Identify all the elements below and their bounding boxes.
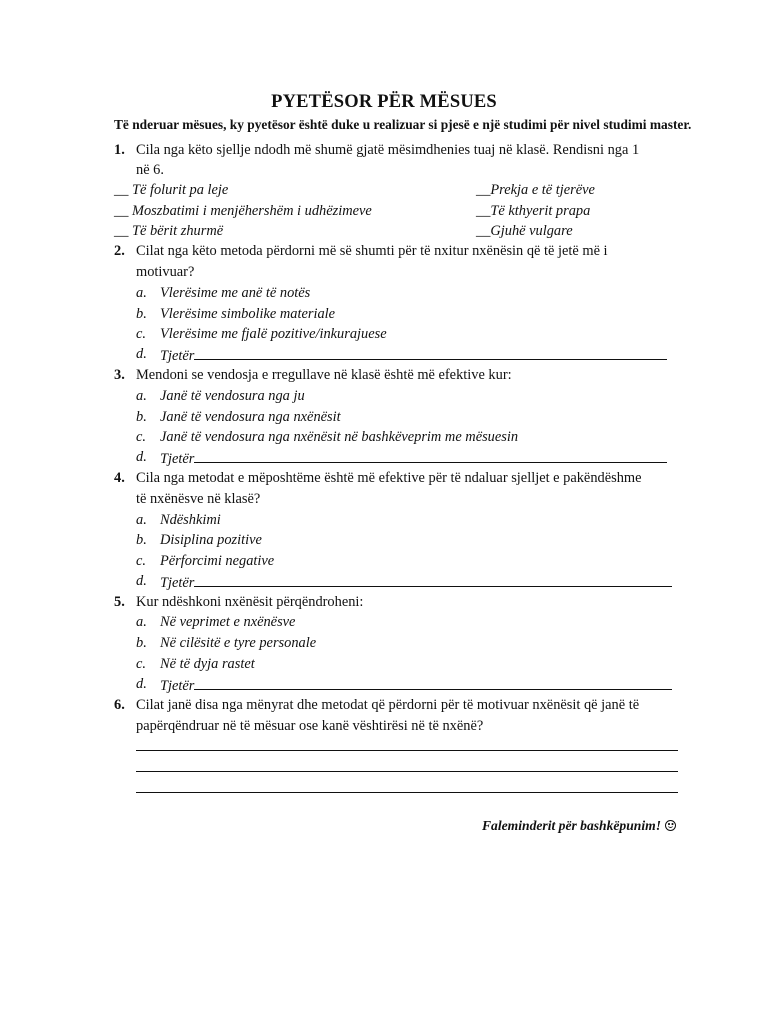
q1-option-right-1: __Prekja e të tjerëve — [476, 182, 595, 198]
question-5-number: 5. — [114, 594, 125, 610]
q3-option-b-letter: b. — [136, 409, 147, 425]
q4-option-b-letter: b. — [136, 532, 147, 548]
q1-option-left-3: __ Të bërit zhurmë — [114, 223, 224, 239]
q5-option-a-letter: a. — [136, 614, 147, 630]
q4-option-c: Përforcimi negative — [160, 553, 275, 569]
q3-other-answer-line[interactable] — [194, 448, 667, 463]
q6-answer-line-2[interactable] — [136, 771, 678, 772]
q2-option-d — [160, 345, 667, 365]
q5-option-a: Në veprimet e nxënësve — [160, 614, 296, 630]
q3-option-c-letter: c. — [136, 429, 146, 445]
q4-option-b: Disiplina pozitive — [160, 532, 262, 548]
q4-option-c-letter: c. — [136, 553, 146, 569]
q5-option-d — [160, 675, 672, 695]
q2-other-answer-line[interactable] — [194, 345, 667, 360]
q6-answer-line-1[interactable] — [136, 750, 678, 751]
question-4-text: Cila nga metodat e mëposhtëme është më efektive për të ndaluar sjelljet e pakëndëshme — [136, 470, 642, 486]
question-2-text: Cilat nga këto metoda përdorni më së shumti për të nxitur nxënësin që të jetë më i — [136, 243, 608, 259]
q2-option-a: Vlerësime me anë të notës — [160, 285, 311, 301]
q4-other-answer-line[interactable] — [194, 572, 672, 587]
q3-option-d-label: Tjetër — [160, 451, 195, 467]
question-1-number: 1. — [114, 142, 125, 158]
question-3-number: 3. — [114, 367, 125, 383]
q4-option-d-letter: d. — [136, 573, 147, 589]
q2-option-b: Vlerësime simbolike materiale — [160, 306, 336, 322]
q2-option-a-letter: a. — [136, 285, 147, 301]
q3-option-a: Janë të vendosura nga ju — [160, 388, 305, 404]
question-2-text-cont: motivuar? — [136, 264, 195, 280]
q3-option-d — [160, 448, 667, 468]
thank-you-note — [482, 818, 676, 834]
q5-option-b-letter: b. — [136, 635, 147, 651]
q5-option-b: Në cilësitë e tyre personale — [160, 635, 317, 651]
q1-option-right-3: __Gjuhë vulgare — [476, 223, 573, 239]
q2-option-b-letter: b. — [136, 306, 147, 322]
q1-option-left-1: __ Të folurit pa leje — [114, 182, 229, 198]
question-6-text-cont: papërqëndruar në të mësuar ose kanë vështirësi në të nxënë? — [136, 718, 484, 734]
q2-option-d-letter: d. — [136, 346, 147, 362]
q1-option-right-2: __Të kthyerit prapa — [476, 203, 591, 219]
question-2-number: 2. — [114, 243, 125, 259]
question-4-text-cont: të nxënësve në klasë? — [136, 491, 261, 507]
q1-option-left-2: __ Moszbatimi i menjëhershëm i udhëzimeve — [114, 203, 372, 219]
question-1-text-cont: në 6. — [136, 162, 164, 178]
thank-you-text: Faleminderit për bashkëpunim! — [481, 818, 661, 833]
smiley-icon — [665, 820, 676, 831]
q3-option-a-letter: a. — [136, 388, 147, 404]
q5-option-c: Në të dyja rastet — [160, 656, 255, 672]
q2-option-c-letter: c. — [136, 326, 146, 342]
q4-option-a-letter: a. — [136, 512, 147, 528]
q6-answer-line-3[interactable] — [136, 792, 678, 793]
q5-option-c-letter: c. — [136, 656, 146, 672]
question-5-text: Kur ndëshkoni nxënësit përqëndroheni: — [136, 594, 364, 610]
question-1-text: Cila nga këto sjellje ndodh më shumë gjatë mësimdhenies tuaj në klasë. Rendisni nga 1 — [136, 142, 640, 158]
page-title: PYETËSOR PËR MËSUES — [271, 92, 497, 112]
intro-text: Të nderuar mësues, ky pyetësor është duke u realizuar si pjesë e një studimi për nivel studimi master. — [114, 117, 692, 132]
question-3-text: Mendoni se vendosja e rregullave në klasë është më efektive kur: — [136, 367, 512, 383]
q2-option-c: Vlerësime me fjalë pozitive/inkurajuese — [160, 326, 387, 342]
q3-option-c: Janë të vendosura nga nxënësit në bashkëveprim me mësuesin — [160, 429, 519, 445]
q5-option-d-letter: d. — [136, 676, 147, 692]
q2-option-d-label: Tjetër — [160, 348, 195, 364]
q4-option-a: Ndëshkimi — [160, 512, 221, 528]
q5-option-d-label: Tjetër — [160, 678, 195, 694]
q3-option-b: Janë të vendosura nga nxënësit — [160, 409, 341, 425]
q5-other-answer-line[interactable] — [194, 675, 672, 690]
question-4-number: 4. — [114, 470, 125, 486]
q4-option-d — [160, 572, 672, 592]
q4-option-d-label: Tjetër — [160, 575, 195, 591]
question-6-number: 6. — [114, 697, 125, 713]
question-6-text: Cilat janë disa nga mënyrat dhe metodat që përdorni për të motivuar nxënësit që janë të — [136, 697, 640, 713]
q3-option-d-letter: d. — [136, 449, 147, 465]
